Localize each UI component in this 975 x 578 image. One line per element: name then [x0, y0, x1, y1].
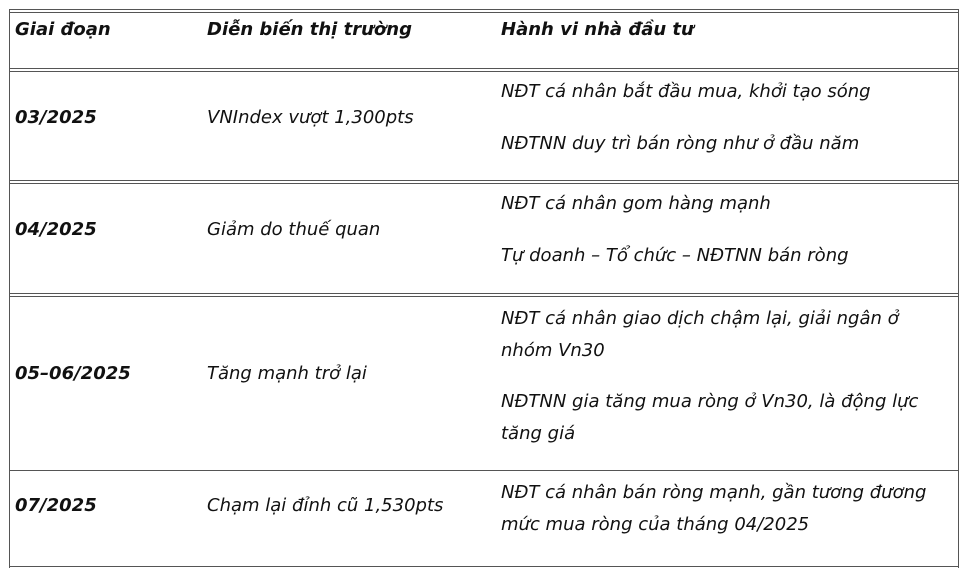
row-market: Tăng mạnh trở lại — [207, 363, 367, 384]
row-market: Giảm do thuế quan — [207, 219, 381, 240]
row-rule — [10, 470, 958, 471]
row-behavior: NĐT cá nhân bán ròng mạnh, gần tương đương mức mua ròng của tháng 04/2025 — [501, 482, 927, 535]
table-top-rule — [10, 9, 958, 13]
row-behavior: NĐT cá nhân giao dịch chậm lại, giải ngân ở nhóm Vn30 — [501, 308, 899, 361]
row-behavior: NĐT cá nhân bắt đầu mua, khởi tạo sóng — [501, 81, 871, 102]
row-market: Chạm lại đỉnh cũ 1,530pts — [207, 495, 444, 516]
row-behavior: NĐT cá nhân gom hàng mạnh — [501, 193, 771, 214]
row-behavior: Tự doanh – Tổ chức – NĐTNN bán ròng — [501, 245, 849, 266]
row-market: VNIndex vượt 1,300pts — [207, 107, 414, 128]
row-period: 07/2025 — [15, 495, 97, 516]
header-period: Giai đoạn — [15, 19, 111, 40]
row-behavior: NĐTNN duy trì bán ròng như ở đầu năm — [501, 133, 860, 154]
header-market: Diễn biến thị trường — [207, 19, 412, 40]
row-behavior: NĐTNN gia tăng mua ròng ở Vn30, là động lực tăng giá — [501, 391, 919, 444]
row-period: 05–06/2025 — [15, 363, 131, 384]
table-bottom-rule — [10, 566, 958, 567]
header-behavior: Hành vi nhà đầu tư — [501, 19, 694, 40]
row-rule — [10, 180, 958, 184]
investor-behavior-table — [9, 9, 959, 568]
row-period: 03/2025 — [15, 107, 97, 128]
header-rule — [10, 68, 958, 72]
row-period: 04/2025 — [15, 219, 97, 240]
row-rule — [10, 293, 958, 297]
